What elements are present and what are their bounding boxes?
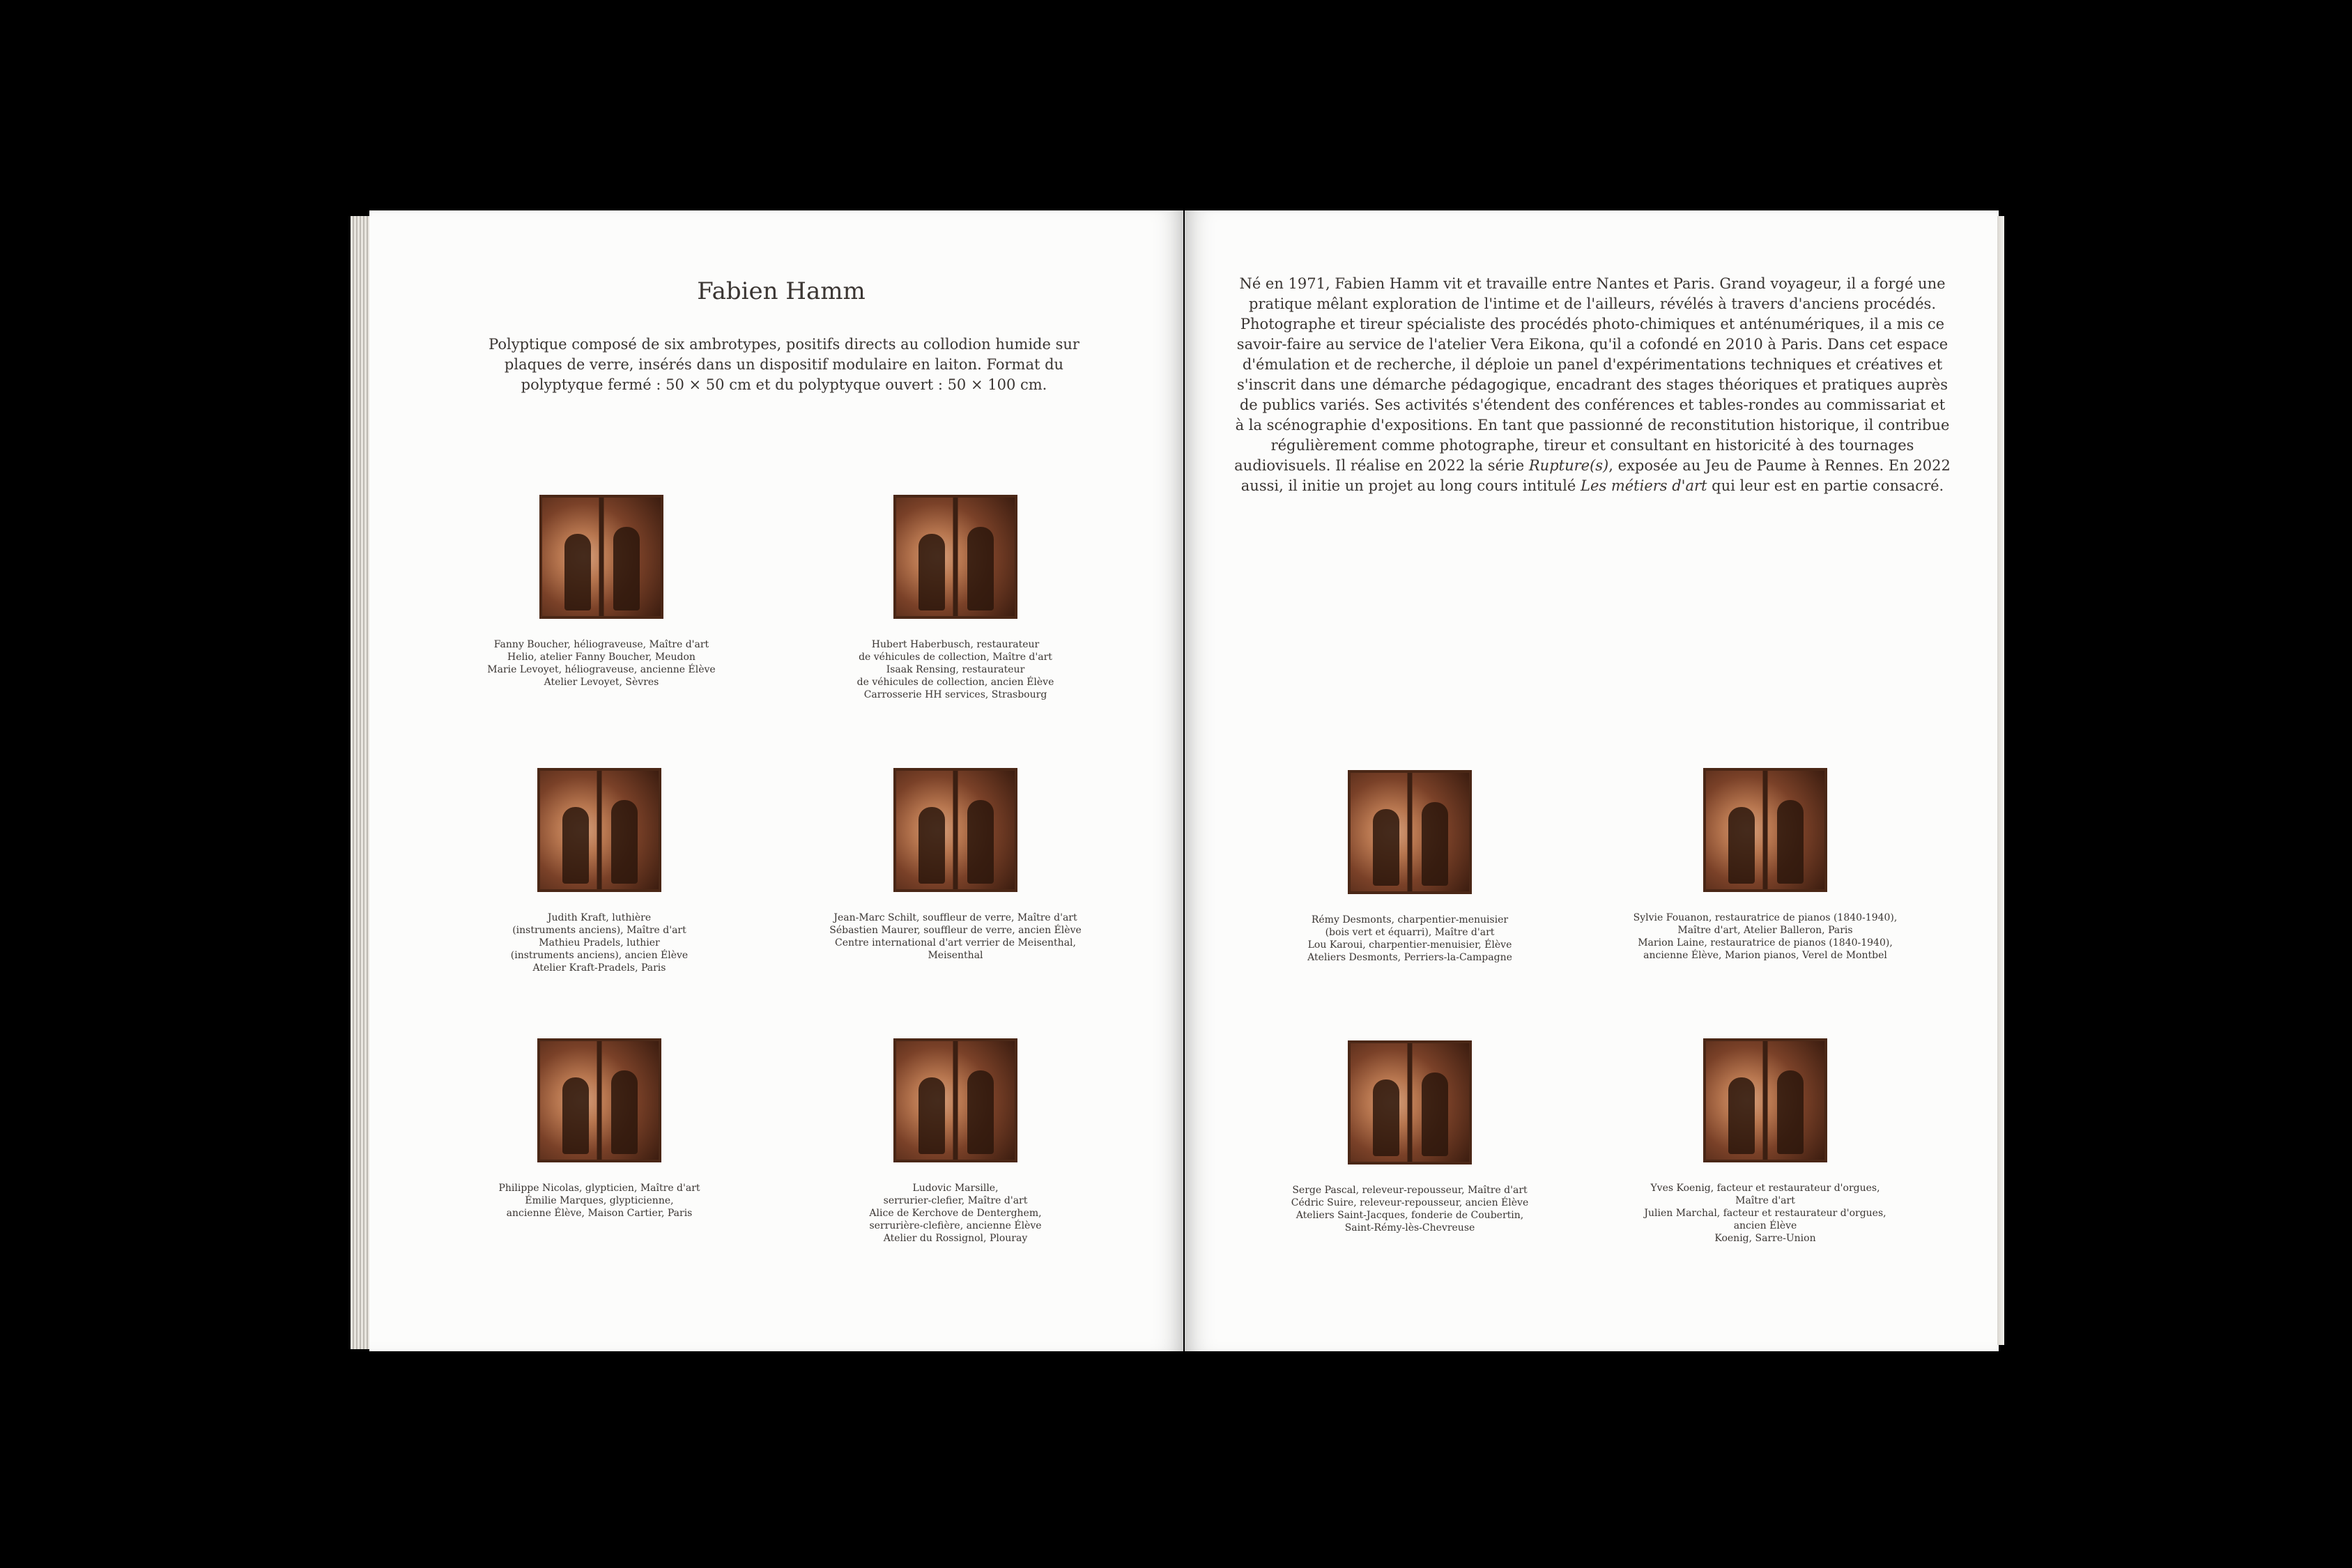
ambrotype-photo — [893, 768, 1017, 892]
project-title: Les métiers d'art — [1581, 477, 1707, 494]
photo-caption: Rémy Desmonts, charpentier-menuisier (bois vert et équarri), Maître d'art Lou Karoui, charpentier-menuisier, Élève Ateliers Desmonts, Perriers-la-Campagne — [1307, 914, 1512, 963]
photo-caption: Fanny Boucher, héliograveuse, Maître d'art Helio, atelier Fanny Boucher, Meudon Marie Levoyet, héliograveuse, ancienne Élève Atelier Levoyet, Sèvres — [487, 639, 716, 688]
photo-caption: Ludovic Marsille, serrurier-clefier, Maître d'art Alice de Kerchove de Denterghem, serrurière-clefière, ancienne Élève Atelier du Rossignol, Plouray — [869, 1183, 1042, 1244]
ambrotype-photo — [893, 1038, 1017, 1162]
ambrotype-photo — [537, 1038, 661, 1162]
series-title: Rupture(s) — [1528, 457, 1609, 474]
book-page-edges — [351, 216, 371, 1349]
photo-caption: Yves Koenig, facteur et restaurateur d'orgues, Maître d'art Julien Marchal, facteur et restaurateur d'orgues, ancien Élève Koenig, Sarre-Union — [1644, 1183, 1886, 1244]
photo-item — [823, 495, 1088, 701]
photo-caption: Philippe Nicolas, glypticien, Maître d'art Émilie Marques, glypticienne, ancienne Élève, Maison Cartier, Paris — [498, 1183, 700, 1219]
bio-text: qui leur est en partie consacré. — [1707, 477, 1944, 494]
ambrotype-photo — [1703, 768, 1827, 892]
ambrotype-photo — [539, 495, 663, 619]
photo-item — [1633, 768, 1898, 962]
photo-item — [1277, 770, 1542, 964]
photo-item — [1633, 1038, 1898, 1245]
ambrotype-photo — [1703, 1038, 1827, 1162]
artist-name-heading: Fabien Hamm — [697, 277, 866, 305]
photo-caption: Sylvie Fouanon, restauratrice de pianos (1840-1940), Maître d'art, Atelier Balleron, Paris Marion Laine, restauratrice de pianos (1840-1940), ancienne Élève, Marion pianos, Verel de Montbel — [1633, 912, 1898, 961]
ambrotype-photo — [893, 495, 1017, 619]
ambrotype-photo — [1348, 1040, 1472, 1165]
photo-item — [467, 1038, 732, 1220]
artist-biography — [1233, 274, 1951, 496]
photo-caption: Jean-Marc Schilt, souffleur de verre, Maître d'art Sébastien Maurer, souffleur de verre, ancien Élève Centre international d'art verrier de Meisenthal, Meisenthal — [829, 912, 1082, 961]
photo-caption: Serge Pascal, releveur-repousseur, Maître d'art Cédric Suire, releveur-repousseur, ancien Élève Ateliers Saint-Jacques, fonderie de Coubertin, Saint-Rémy-lès-Chevreuse — [1291, 1185, 1529, 1233]
photo-item — [823, 1038, 1088, 1245]
photo-item — [467, 768, 732, 974]
artwork-description: Polyptique composé de six ambrotypes, positifs directs au collodion humide sur plaques de verre, insérés dans un dispositif modulaire en laiton. Format du polyptyque fermé : 50 × 50 cm et du polyptyque ouvert : 50 × 100 cm. — [489, 336, 1079, 393]
bio-text: , exposée au Jeu de Paume à Rennes. En 2022 aussi, il initie un projet au long cours intitulé — [1240, 457, 1951, 494]
photo-caption: Hubert Haberbusch, restaurateur de véhicules de collection, Maître d'art Isaak Rensing, restaurateur de véhicules de collection, ancien Élève Carrosserie HH services, Strasbourg — [856, 639, 1054, 700]
book-right-edge — [1997, 216, 2004, 1345]
photo-item — [823, 768, 1088, 962]
bio-text: Né en 1971, Fabien Hamm vit et travaille entre Nantes et Paris. Grand voyageur, il a forgé une pratique mêlant exploration de l'intime et de l'ailleurs, révélés à travers d'anciens procédés. Photographe et tireur spécialiste des procédés photo-chimiques et anténumériques, il a mis ce savoir-faire au service de l'atelier Vera Eikona, qu'il a cofondé en 2010 à Paris. Dans cet espace d'émulation et de recherche, il déploie un panel d'expérimentations techniques et créatives et s'inscrit dans une démarche pédagogique, encadrant des stages théoriques et pratiques auprès de publics variés. Ses activités s'étendent des conférences et tables-rondes au commissariat et à la scénographie d'expositions. En tant que passionné de reconstitution historique, il contribue régulièrement comme photographe, tireur et consultant en historicité à des tournages audiovisuels. Il réalise en 2022 la série — [1234, 275, 1950, 474]
ambrotype-photo — [537, 768, 661, 892]
photo-caption: Judith Kraft, luthière (instruments anciens), Maître d'art Mathieu Pradels, luthier (instruments anciens), ancien Élève Atelier Kraft-Pradels, Paris — [510, 912, 689, 974]
photo-item — [1277, 1040, 1542, 1234]
ambrotype-photo — [1348, 770, 1472, 894]
photo-item — [469, 495, 734, 689]
